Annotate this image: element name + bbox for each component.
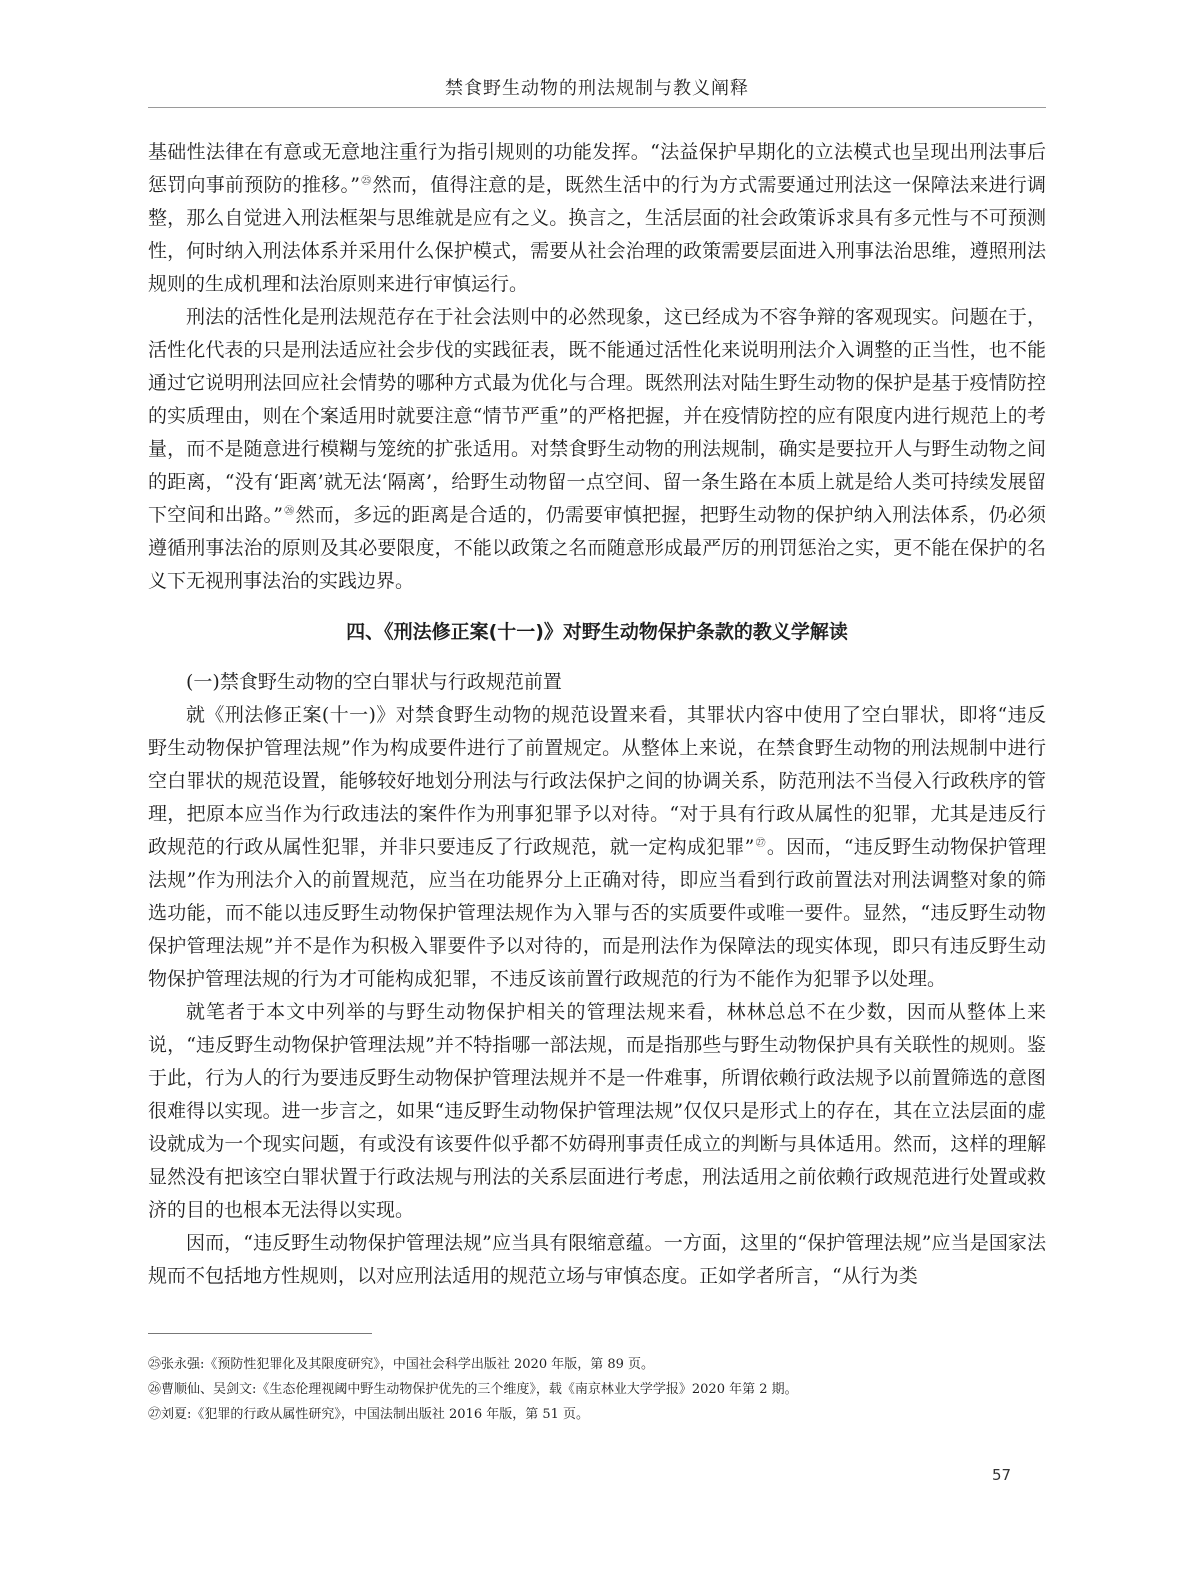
- paragraph-text: 就笔者于本文中列举的与野生动物保护相关的管理法规来看，林林总总不在少数，因而从整体上来说，“违反野生动物保护管理法规”并不特指哪一部法规，而是指那些与野生动物保护具有关联性的规则。鉴于此，行为人的行为要违反野生动物保护管理法规并不是一件难事，所谓依赖行政法规予以前置筛选的意图很难得以实现。进一步言之，如果“违反野生动物保护管理法规”仅仅只是形式上的存在，其在立法层面的虚设就成为一个现实问题，有或没有该要件似乎都不妨碍刑事责任成立的判断与具体适用。然而，这样的理解显然没有把该空白罪状置于行政法规与刑法的关系层面进行考虑，刑法适用之前依赖行政规范进行处置或救济的目的也根本无法得以实现。: [148, 1001, 1046, 1221]
- paragraph-text: 然而，多远的距离是合适的，仍需要审慎把握，把野生动物的保护纳入刑法体系，仍必须遵循刑事法治的原则及其必要限度，不能以政策之名而随意形成最严厉的刑罚惩治之实，更不能在保护的名义下无视刑事法治的实践边界。: [148, 504, 1046, 592]
- footnote: ㉖曹顺仙、吴剑文:《生态伦理视阈中野生动物保护优先的三个维度》，载《南京林业大学学报》2020 年第 2 期。: [148, 1382, 798, 1397]
- paragraph: [148, 699, 1046, 996]
- body-text: [148, 136, 1046, 1293]
- paragraph-text: 然而，值得注意的是，既然生活中的行为方式需要通过刑法这一保障法来进行调整，那么自觉进入刑法框架与思维就是应有之义。换言之，生活层面的社会政策诉求具有多元性与不可预测性，何时纳入刑法体系并采用什么保护模式，需要从社会治理的政策需要层面进入刑事法治思维，遵照刑法规则的生成机理和法治原则来进行审慎运行。: [148, 174, 1046, 295]
- running-header: 禁食野生动物的刑法规制与教义阐释: [445, 78, 749, 99]
- footnote-marker[interactable]: ㉗: [755, 837, 766, 849]
- footnotes: [148, 1352, 1046, 1427]
- paragraph: [148, 301, 1046, 598]
- paragraph-text: 。因而，“违反野生动物保护管理法规”作为刑法介入的前置规范，应当在功能界分上正确对待，即应当看到行政前置法对刑法调整对象的筛选功能，而不能以违反野生动物保护管理法规作为入罪与否的实质要件或唯一要件。显然，“违反野生动物保护管理法规”并不是作为积极入罪要件予以对待的，而是刑法作为保障法的现实体现，即只有违反野生动物保护管理法规的行为才可能构成犯罪，不违反该前置行政规范的行为不能作为犯罪予以处理。: [148, 836, 1047, 990]
- header-rule: [148, 107, 1046, 108]
- paragraph: [148, 996, 1046, 1227]
- section-heading: 四、《刑法修正案(十一)》对野生动物保护条款的教义学解读: [346, 621, 848, 643]
- paragraph: [148, 1227, 1046, 1293]
- footnote-rule: [148, 1333, 372, 1334]
- paragraph-text: 就《刑法修正案(十一)》对禁食野生动物的规范设置来看，其罪状内容中使用了空白罪状，即将“违反野生动物保护管理法规”作为构成要件进行了前置规定。从整体上来说，在禁食野生动物的刑法规制中进行空白罪状的规范设置，能够较好地划分刑法与行政法保护之间的协调关系，防范刑法不当侵入行政秩序的管理，把原本应当作为行政违法的案件作为刑事犯罪予以对待。“对于具有行政从属性的犯罪，尤其是违反行政规范的行政从属性犯罪，并非只要违反了行政规范，就一定构成犯罪”: [148, 704, 1046, 858]
- paragraph: [148, 136, 1046, 301]
- footnote-marker[interactable]: ㉖: [283, 505, 295, 517]
- paragraph-text: 因而，“违反野生动物保护管理法规”应当具有限缩意蕴。一方面，这里的“保护管理法规”应当是国家法规而不包括地方性规则，以对应刑法适用的规范立场与审慎态度。正如学者所言，“从行为类: [148, 1232, 1046, 1287]
- page-number: 57: [992, 1466, 1012, 1484]
- footnote: ㉕张永强:《预防性犯罪化及其限度研究》，中国社会科学出版社 2020 年版，第 89 页。: [148, 1357, 655, 1372]
- sub-heading: (一)禁食野生动物的空白罪状与行政规范前置: [186, 671, 562, 693]
- paragraph-text: 基础性法律在有意或无意地注重行为指引规则的功能发挥。“法益保护早期化的立法模式也呈现出刑法事后惩罚向事前预防的推移。”: [148, 141, 1046, 196]
- footnote: ㉗刘夏:《犯罪的行政从属性研究》，中国法制出版社 2016 年版，第 51 页。: [148, 1407, 590, 1422]
- footnote-marker[interactable]: ㉕: [360, 175, 372, 187]
- paragraph-text: 刑法的活性化是刑法规范存在于社会法则中的必然现象，这已经成为不容争辩的客观现实。问题在于，活性化代表的只是刑法适应社会步伐的实践征表，既不能通过活性化来说明刑法介入调整的正当性，也不能通过它说明刑法回应社会情势的哪种方式最为优化与合理。既然刑法对陆生野生动物的保护是基于疫情防控的实质理由，则在个案适用时就要注意“情节严重”的严格把握，并在疫情防控的应有限度内进行规范上的考量，而不是随意进行模糊与笼统的扩张适用。对禁食野生动物的刑法规制，确实是要拉开人与野生动物之间的距离，“没有‘距离’就无法‘隔离’，给野生动物留一点空间、留一条生路在本质上就是给人类可持续发展留下空间和出路。”: [148, 306, 1046, 526]
